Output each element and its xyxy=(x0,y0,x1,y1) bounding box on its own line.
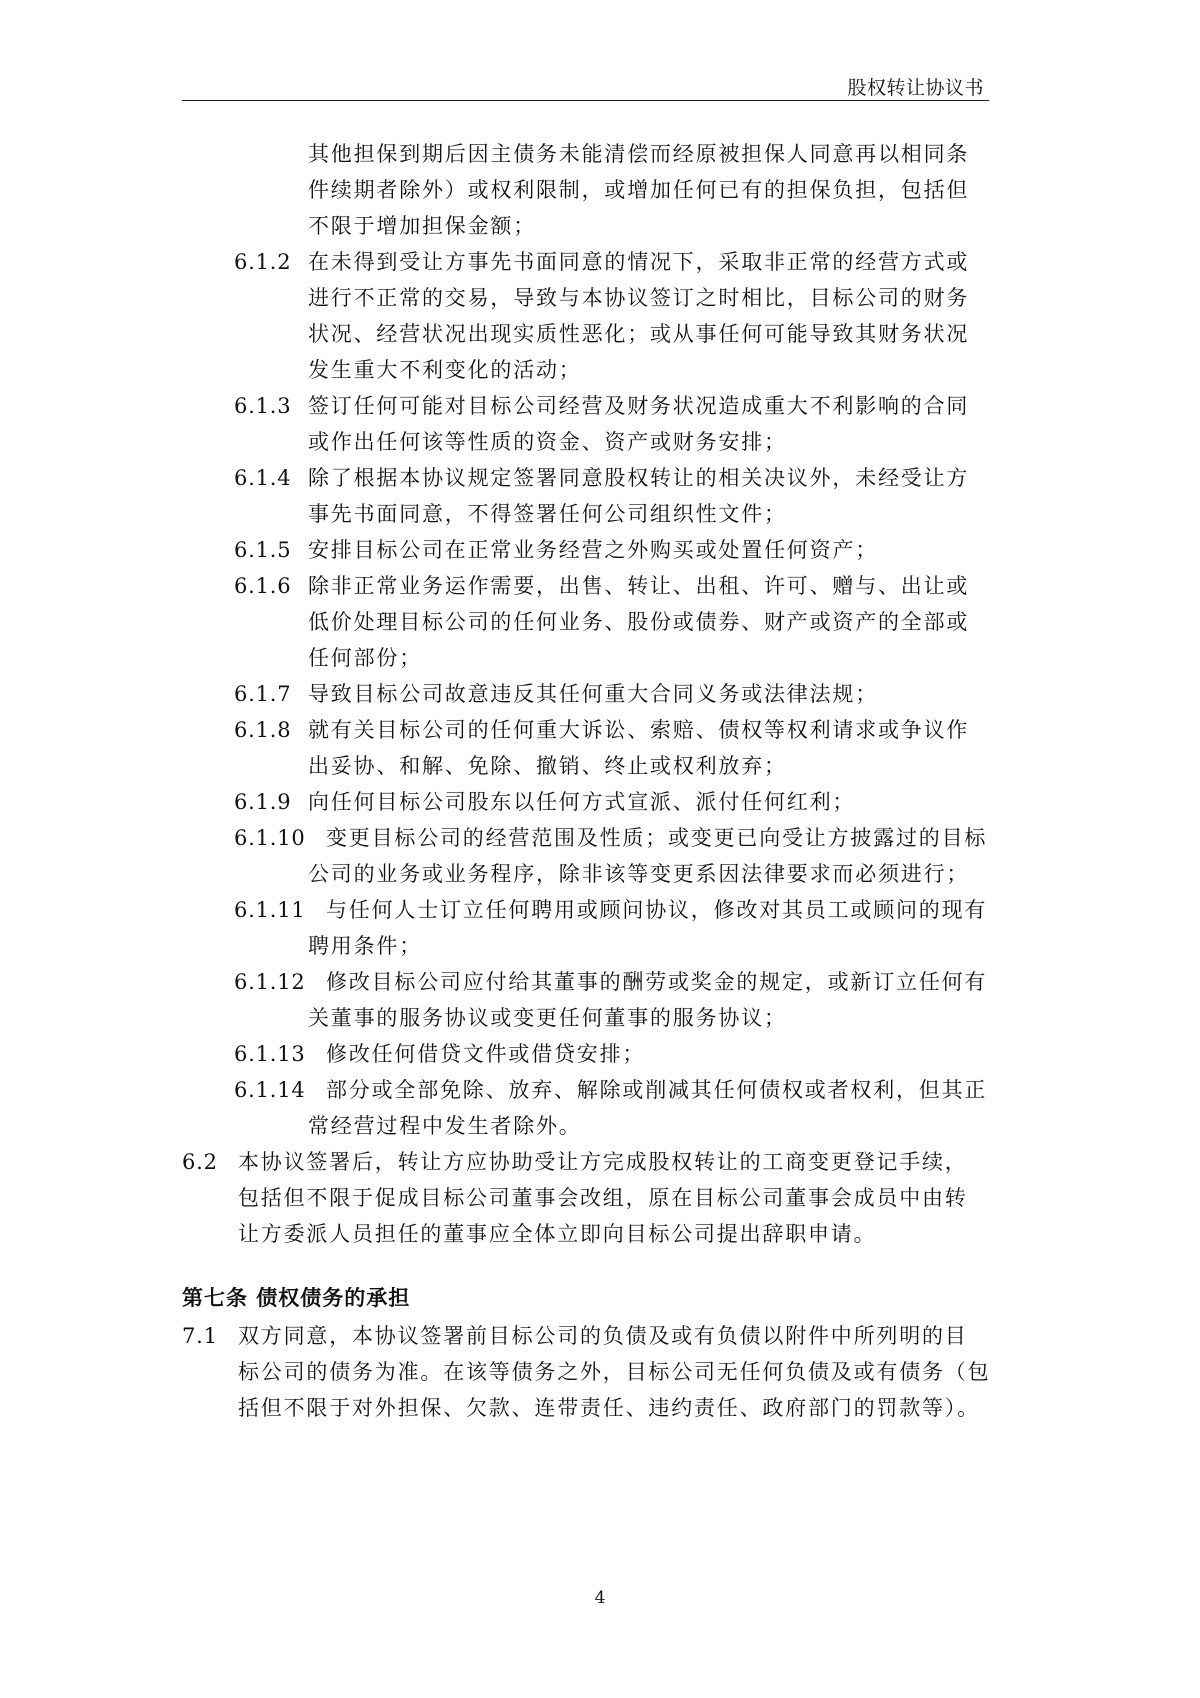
text-line: 发生重大不利变化的活动； xyxy=(308,358,582,382)
clause-number: 6.1.2 xyxy=(234,250,292,274)
page-header-title: 股权转让协议书 xyxy=(847,77,984,99)
text-line: 出妥协、和解、免除、撤销、终止或权利放弃； xyxy=(308,754,787,778)
text-line: 双方同意，本协议签署前目标公司的负债及或有负债以附件中所列明的目 xyxy=(238,1324,968,1348)
clause-number: 6.1.3 xyxy=(234,394,292,418)
text-line: 任何部份； xyxy=(308,646,422,670)
text-line: 标公司的债务为准。在该等债务之外，目标公司无任何负债及或有债务（包 xyxy=(238,1360,991,1384)
clause-number: 6.1.5 xyxy=(234,538,292,562)
text-line: 安排目标公司在正常业务经营之外购买或处置任何资产； xyxy=(308,538,878,562)
text-line: 除了根据本协议规定签署同意股权转让的相关决议外，未经受让方 xyxy=(308,466,970,490)
text-line: 不限于增加担保金额； xyxy=(308,214,536,238)
text-line: 修改任何借贷文件或借贷安排； xyxy=(326,1042,646,1066)
text-line: 与任何人士订立任何聘用或顾问协议，修改对其员工或顾问的现有 xyxy=(326,898,988,922)
text-line: 进行不正常的交易，导致与本协议签订之时相比，目标公司的财务 xyxy=(308,286,970,310)
clause-number: 6.1.13 xyxy=(234,1042,306,1066)
header-divider xyxy=(182,100,989,101)
clause-number: 6.1.8 xyxy=(234,718,292,742)
text-line: 向任何目标公司股东以任何方式宣派、派付任何红利； xyxy=(308,790,856,814)
clause-number: 6.1.12 xyxy=(234,970,306,994)
text-line: 括但不限于对外担保、欠款、连带责任、违约责任、政府部门的罚款等）。 xyxy=(238,1396,980,1420)
text-line: 签订任何可能对目标公司经营及财务状况造成重大不利影响的合同 xyxy=(308,394,970,418)
text-line: 变更目标公司的经营范围及性质；或变更已向受让方披露过的目标 xyxy=(326,826,988,850)
text-line: 部分或全部免除、放弃、解除或削减其任何债权或者权利，但其正 xyxy=(326,1078,988,1102)
clause-number: 6.2 xyxy=(182,1150,218,1174)
text-line: 除非正常业务运作需要，出售、转让、出租、许可、赠与、出让或 xyxy=(308,574,970,598)
text-line: 低价处理目标公司的任何业务、股份或债券、财产或资产的全部或 xyxy=(308,610,970,634)
clause-number: 6.1.9 xyxy=(234,790,292,814)
clause-number: 6.1.14 xyxy=(234,1078,306,1102)
clause-number: 6.1.6 xyxy=(234,574,292,598)
text-line: 修改目标公司应付给其董事的酬劳或奖金的规定，或新订立任何有 xyxy=(326,970,988,994)
text-line: 状况、经营状况出现实质性恶化；或从事任何可能导致其财务状况 xyxy=(308,322,970,346)
text-line: 常经营过程中发生者除外。 xyxy=(308,1114,582,1138)
text-line: 关董事的服务协议或变更任何董事的服务协议； xyxy=(308,1006,787,1030)
text-line: 包括但不限于促成目标公司董事会改组，原在目标公司董事会成员中由转 xyxy=(238,1186,968,1210)
clause-number: 7.1 xyxy=(182,1324,218,1348)
text-line: 在未得到受让方事先书面同意的情况下，采取非正常的经营方式或 xyxy=(308,250,970,274)
text-line: 其他担保到期后因主债务未能清偿而经原被担保人同意再以相同条 xyxy=(308,142,970,166)
article-heading: 第七条 债权债务的承担 xyxy=(182,1285,411,1310)
text-line: 让方委派人员担任的董事应全体立即向目标公司提出辞职申请。 xyxy=(238,1222,877,1246)
clause-number: 6.1.7 xyxy=(234,682,292,706)
text-line: 件续期者除外）或权利限制，或增加任何已有的担保负担，包括但 xyxy=(308,178,970,202)
text-line: 或作出任何该等性质的资金、资产或财务安排； xyxy=(308,430,787,454)
text-line: 聘用条件； xyxy=(308,934,422,958)
page-number: 4 xyxy=(594,1588,606,1608)
text-line: 事先书面同意，不得签署任何公司组织性文件； xyxy=(308,502,787,526)
text-line: 就有关目标公司的任何重大诉讼、索赔、债权等权利请求或争议作 xyxy=(308,718,970,742)
clause-number: 6.1.11 xyxy=(234,898,306,922)
clause-number: 6.1.4 xyxy=(234,466,292,490)
text-line: 导致目标公司故意违反其任何重大合同义务或法律法规； xyxy=(308,682,878,706)
clause-number: 6.1.10 xyxy=(234,826,306,850)
text-line: 本协议签署后，转让方应协助受让方完成股权转让的工商变更登记手续， xyxy=(238,1150,968,1174)
text-line: 公司的业务或业务程序，除非该等变更系因法律要求而必须进行； xyxy=(308,862,970,886)
